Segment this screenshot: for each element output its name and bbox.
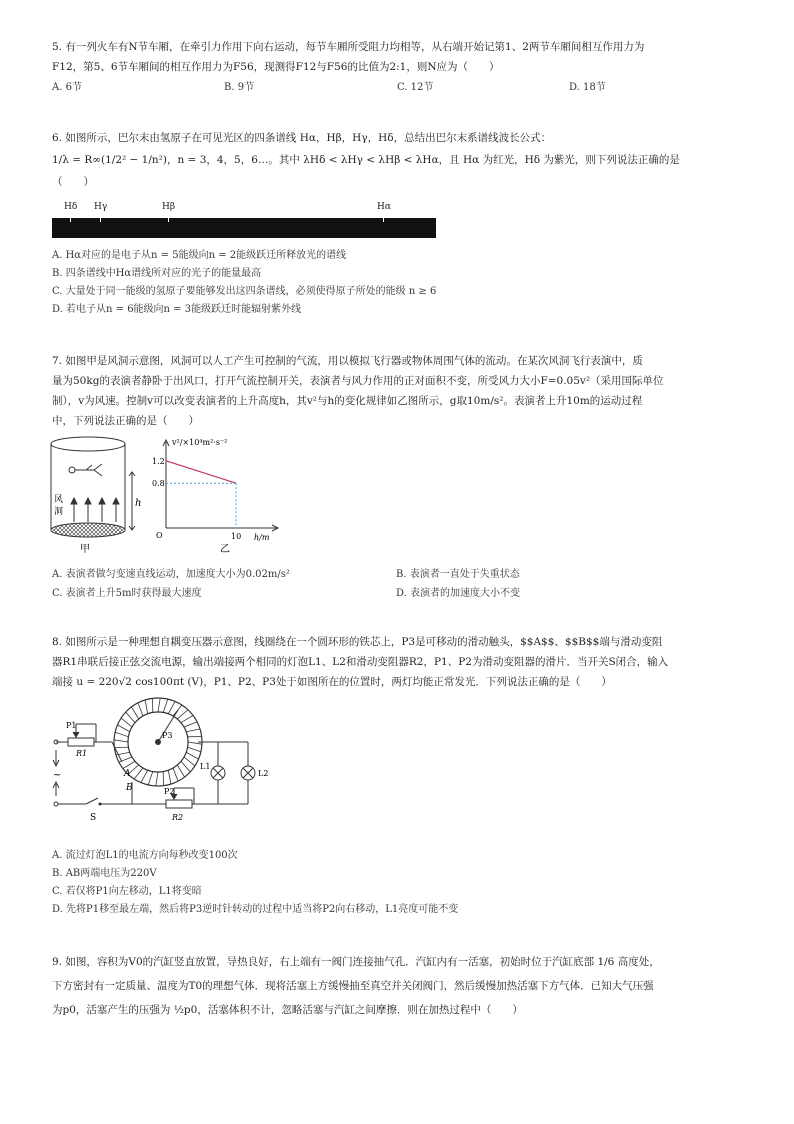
question-5 xyxy=(52,37,752,77)
v2-h-chart xyxy=(150,434,285,558)
resistor-r1 xyxy=(68,738,94,746)
chart-origin: O xyxy=(156,531,163,540)
coil-turn xyxy=(141,770,148,782)
coil-turn xyxy=(123,761,135,768)
coil-turn xyxy=(121,718,132,727)
q9-line1: 9. 如图，容积为V0的汽缸竖直放置，导热良好，右上端有一阀门连接抽气孔．汽缸内有一活塞，初始时位于汽缸底部 1/6 高度处， xyxy=(52,956,660,968)
spectrum-line-hbeta xyxy=(168,214,169,222)
slider-p1-icon xyxy=(73,732,79,737)
label-p3: P3 xyxy=(162,731,173,740)
q6-formula: 1/λ = R∞(1/2² − 1/n²)，n = 3，4，5，6…。其中 λHδ < λHγ < λHβ < λHα，且 Hα 为红光，Hδ 为紫光，则下列说法正确的是 xyxy=(52,154,680,166)
q7-line3: 制），v为风速。控制v可以改变表演者的上升高度h，其v²与h的变化规律如乙图所示，g取10m/s²。表演者上升10m的运动过程 xyxy=(52,395,643,407)
chart-xlabel: h/m xyxy=(254,533,270,542)
coil-turn xyxy=(158,698,160,712)
q5-option-a[interactable]: A. 6节 xyxy=(52,82,82,93)
question-7 xyxy=(52,351,752,431)
spectrum-line-halpha xyxy=(383,214,384,222)
spectrum-label-hbeta: Hβ xyxy=(162,202,176,212)
q8-line1: 8. 如图所示是一种理想自耦变压器示意图，线圈绕在一个圆环形的铁芯上，P3是可移动的滑动触头，$$A$$、$$B$$端与滑动变阻 xyxy=(52,636,663,648)
lamp-l1-icon xyxy=(211,766,225,780)
coil-turn xyxy=(138,703,143,716)
series-line xyxy=(166,461,236,483)
label-l2: L2 xyxy=(258,769,269,778)
label-r1: R1 xyxy=(76,749,88,758)
coil-turn xyxy=(184,757,195,766)
coil-turn xyxy=(186,752,198,759)
question-8 xyxy=(52,632,752,692)
q7-option-a[interactable]: A. 表演者做匀变速直线运动，加速度大小为0.02m/s² xyxy=(52,569,290,580)
q7-line1: 7. 如图甲是风洞示意图，风洞可以人工产生可控制的气流，用以模拟飞行器或物体周围气体的流动。在某次风洞飞行表演中，质 xyxy=(52,355,643,367)
ac-source-icon: ~ xyxy=(53,770,62,781)
coil-turn xyxy=(168,701,175,713)
coil-turn xyxy=(114,740,128,742)
label-s: S xyxy=(90,813,97,823)
q9-line3: 为p0，活塞产生的压强为 ½p0，活塞体积不计，忽略活塞与汽缸之间摩擦．则在加热过程中（ ） xyxy=(52,1004,523,1016)
spectrum-line-hgamma xyxy=(100,214,101,222)
resistor-r2 xyxy=(166,800,192,808)
label-a: A xyxy=(124,769,131,779)
q5-option-d[interactable]: D. 18节 xyxy=(569,82,606,93)
q6-option-c[interactable]: C. 大量处于同一能级的氢原子要能够发出这四条谱线，必须使得原子所处的能级 n ≥ 6 xyxy=(52,286,437,297)
q8-option-b[interactable]: B. AB两端电压为220V xyxy=(52,868,157,879)
q6-option-d[interactable]: D. 若电子从n = 6能级向n = 3能级跃迁时能辐射紫外线 xyxy=(52,304,302,315)
q6-option-b[interactable]: B. 四条谱线中Hα谱线所对应的光子的能量最高 xyxy=(52,268,262,279)
coil-turn xyxy=(148,772,153,785)
input-terminal-bottom xyxy=(54,802,58,806)
q7-line2: 量为50kg的表演者静卧于出风口，打开气流控制开关，表演者与风力作用的正对面积不变，所受风力大小F=0.05v²（采用国际单位 xyxy=(52,375,664,387)
spectrum-bar xyxy=(52,218,436,238)
wind-tunnel-diagram xyxy=(46,434,146,556)
fig-label-jia: 甲 xyxy=(80,544,90,555)
q5-line1: 5. 有一列火车有N节车厢，在牵引力作用下向右运动，每节车厢所受阻力均相等，从右端开始记第1、2两节车厢间相互作用力为 xyxy=(52,41,645,53)
coil-turn xyxy=(145,700,148,714)
fig-label-dong: 洞 xyxy=(54,507,64,517)
transformer-circuit-diagram xyxy=(46,694,276,839)
lamp-l2-icon xyxy=(241,766,255,780)
q8-line3: 端接 u = 220√2 cos100πt (V)，P1、P2、P3处于如图所在的位置时，两灯均能正常发光．下列说法正确的是（ ） xyxy=(52,676,612,688)
coil-turn xyxy=(177,710,188,719)
label-r2: R2 xyxy=(172,813,184,822)
q7-option-c[interactable]: C. 表演者上升5m时获得最大速度 xyxy=(52,588,202,599)
coil-turn xyxy=(184,722,197,727)
coil-turn xyxy=(134,768,143,779)
q6-line3: （ ） xyxy=(52,176,94,188)
question-9 xyxy=(52,950,752,1022)
fig-label-h: h xyxy=(135,498,142,509)
performer-icon xyxy=(69,464,102,476)
chart-ylabel: v²/×10⁴m²·s⁻² xyxy=(172,438,228,447)
spectrum-label-halpha: Hα xyxy=(377,202,391,212)
coil-turn xyxy=(177,765,184,777)
q8-option-a[interactable]: A. 流过灯泡L1的电流方向每秒改变100次 xyxy=(52,850,238,861)
coil-turn xyxy=(181,715,193,722)
spectrum-figure xyxy=(52,200,436,240)
coil-turn xyxy=(117,725,129,732)
fig-label-feng: 风 xyxy=(54,495,64,505)
label-l1: L1 xyxy=(200,762,211,771)
coil-turn xyxy=(131,707,138,719)
q5-line2: F12，第5、6节车厢间的相互作用力为F56，现测得F12与F56的比值为2:1，则N应为（ ） xyxy=(52,61,500,73)
spectrum-line-hdelta xyxy=(70,214,71,222)
spectrum-label-hgamma: Hγ xyxy=(94,202,108,212)
fig-label-yi: 乙 xyxy=(220,544,230,555)
spectrum-label-hdelta: Hδ xyxy=(64,202,78,212)
label-p1: P1 xyxy=(66,721,77,730)
question-6 xyxy=(52,128,752,192)
q8-option-d[interactable]: D. 先将P1移至最左端，然后将P3逆时针转动的过程中适当将P2向右移动，L1亮度可能不变 xyxy=(52,904,459,915)
label-b: B xyxy=(126,783,133,793)
q7-line4: 中，下列说法正确的是（ ） xyxy=(52,415,199,427)
wind-arrows-icon xyxy=(71,498,119,522)
coil-turn xyxy=(163,699,168,712)
q5-option-b[interactable]: B. 9节 xyxy=(224,82,255,93)
q6-line1: 6. 如图所示，巴尔末由氢原子在可见光区的四条谱线 Hα，Hβ，Hγ，Hδ，总结出巴尔末系谱线波长公式： xyxy=(52,132,552,144)
coil-turn xyxy=(126,712,135,723)
q7-option-b[interactable]: B. 表演者一直处于失重状态 xyxy=(396,569,520,580)
q9-line2: 下方密封有一定质量、温度为T0的理想气体．现将活塞上方缓慢抽至真空并关闭阀门，然后缓慢加热活塞下方气体．已知大气压强 xyxy=(52,980,654,992)
q8-option-c[interactable]: C. 若仅将P1向左移动，L1将变暗 xyxy=(52,886,202,897)
q7-option-d[interactable]: D. 表演者的加速度大小不变 xyxy=(396,588,521,599)
coil-turn xyxy=(115,732,128,737)
y-tick-label: 0.8 xyxy=(152,479,165,489)
coil-turn xyxy=(168,770,171,784)
coil-turn xyxy=(188,747,201,752)
label-p2: P2 xyxy=(164,787,175,796)
y-tick-label: 1.2 xyxy=(152,456,165,466)
q6-option-a[interactable]: A. Hα对应的是电子从n = 5能级向n = 2能级跃迁所释放光的谱线 xyxy=(52,250,347,261)
x-tick-label: 10 xyxy=(231,532,242,541)
switch-s xyxy=(86,798,98,804)
coil-turn xyxy=(173,768,178,781)
q5-option-c[interactable]: C. 12节 xyxy=(397,82,434,93)
coil-turn xyxy=(156,772,158,786)
q8-line2: 器R1串联后接正弦交流电源，输出端接两个相同的灯泡L1、L2和滑动变阻器R2，P1、P2为滑动变阻器的滑片．当开关S闭合，输入 xyxy=(52,656,669,668)
coil-turn xyxy=(186,729,200,732)
coil-turn xyxy=(181,761,190,772)
